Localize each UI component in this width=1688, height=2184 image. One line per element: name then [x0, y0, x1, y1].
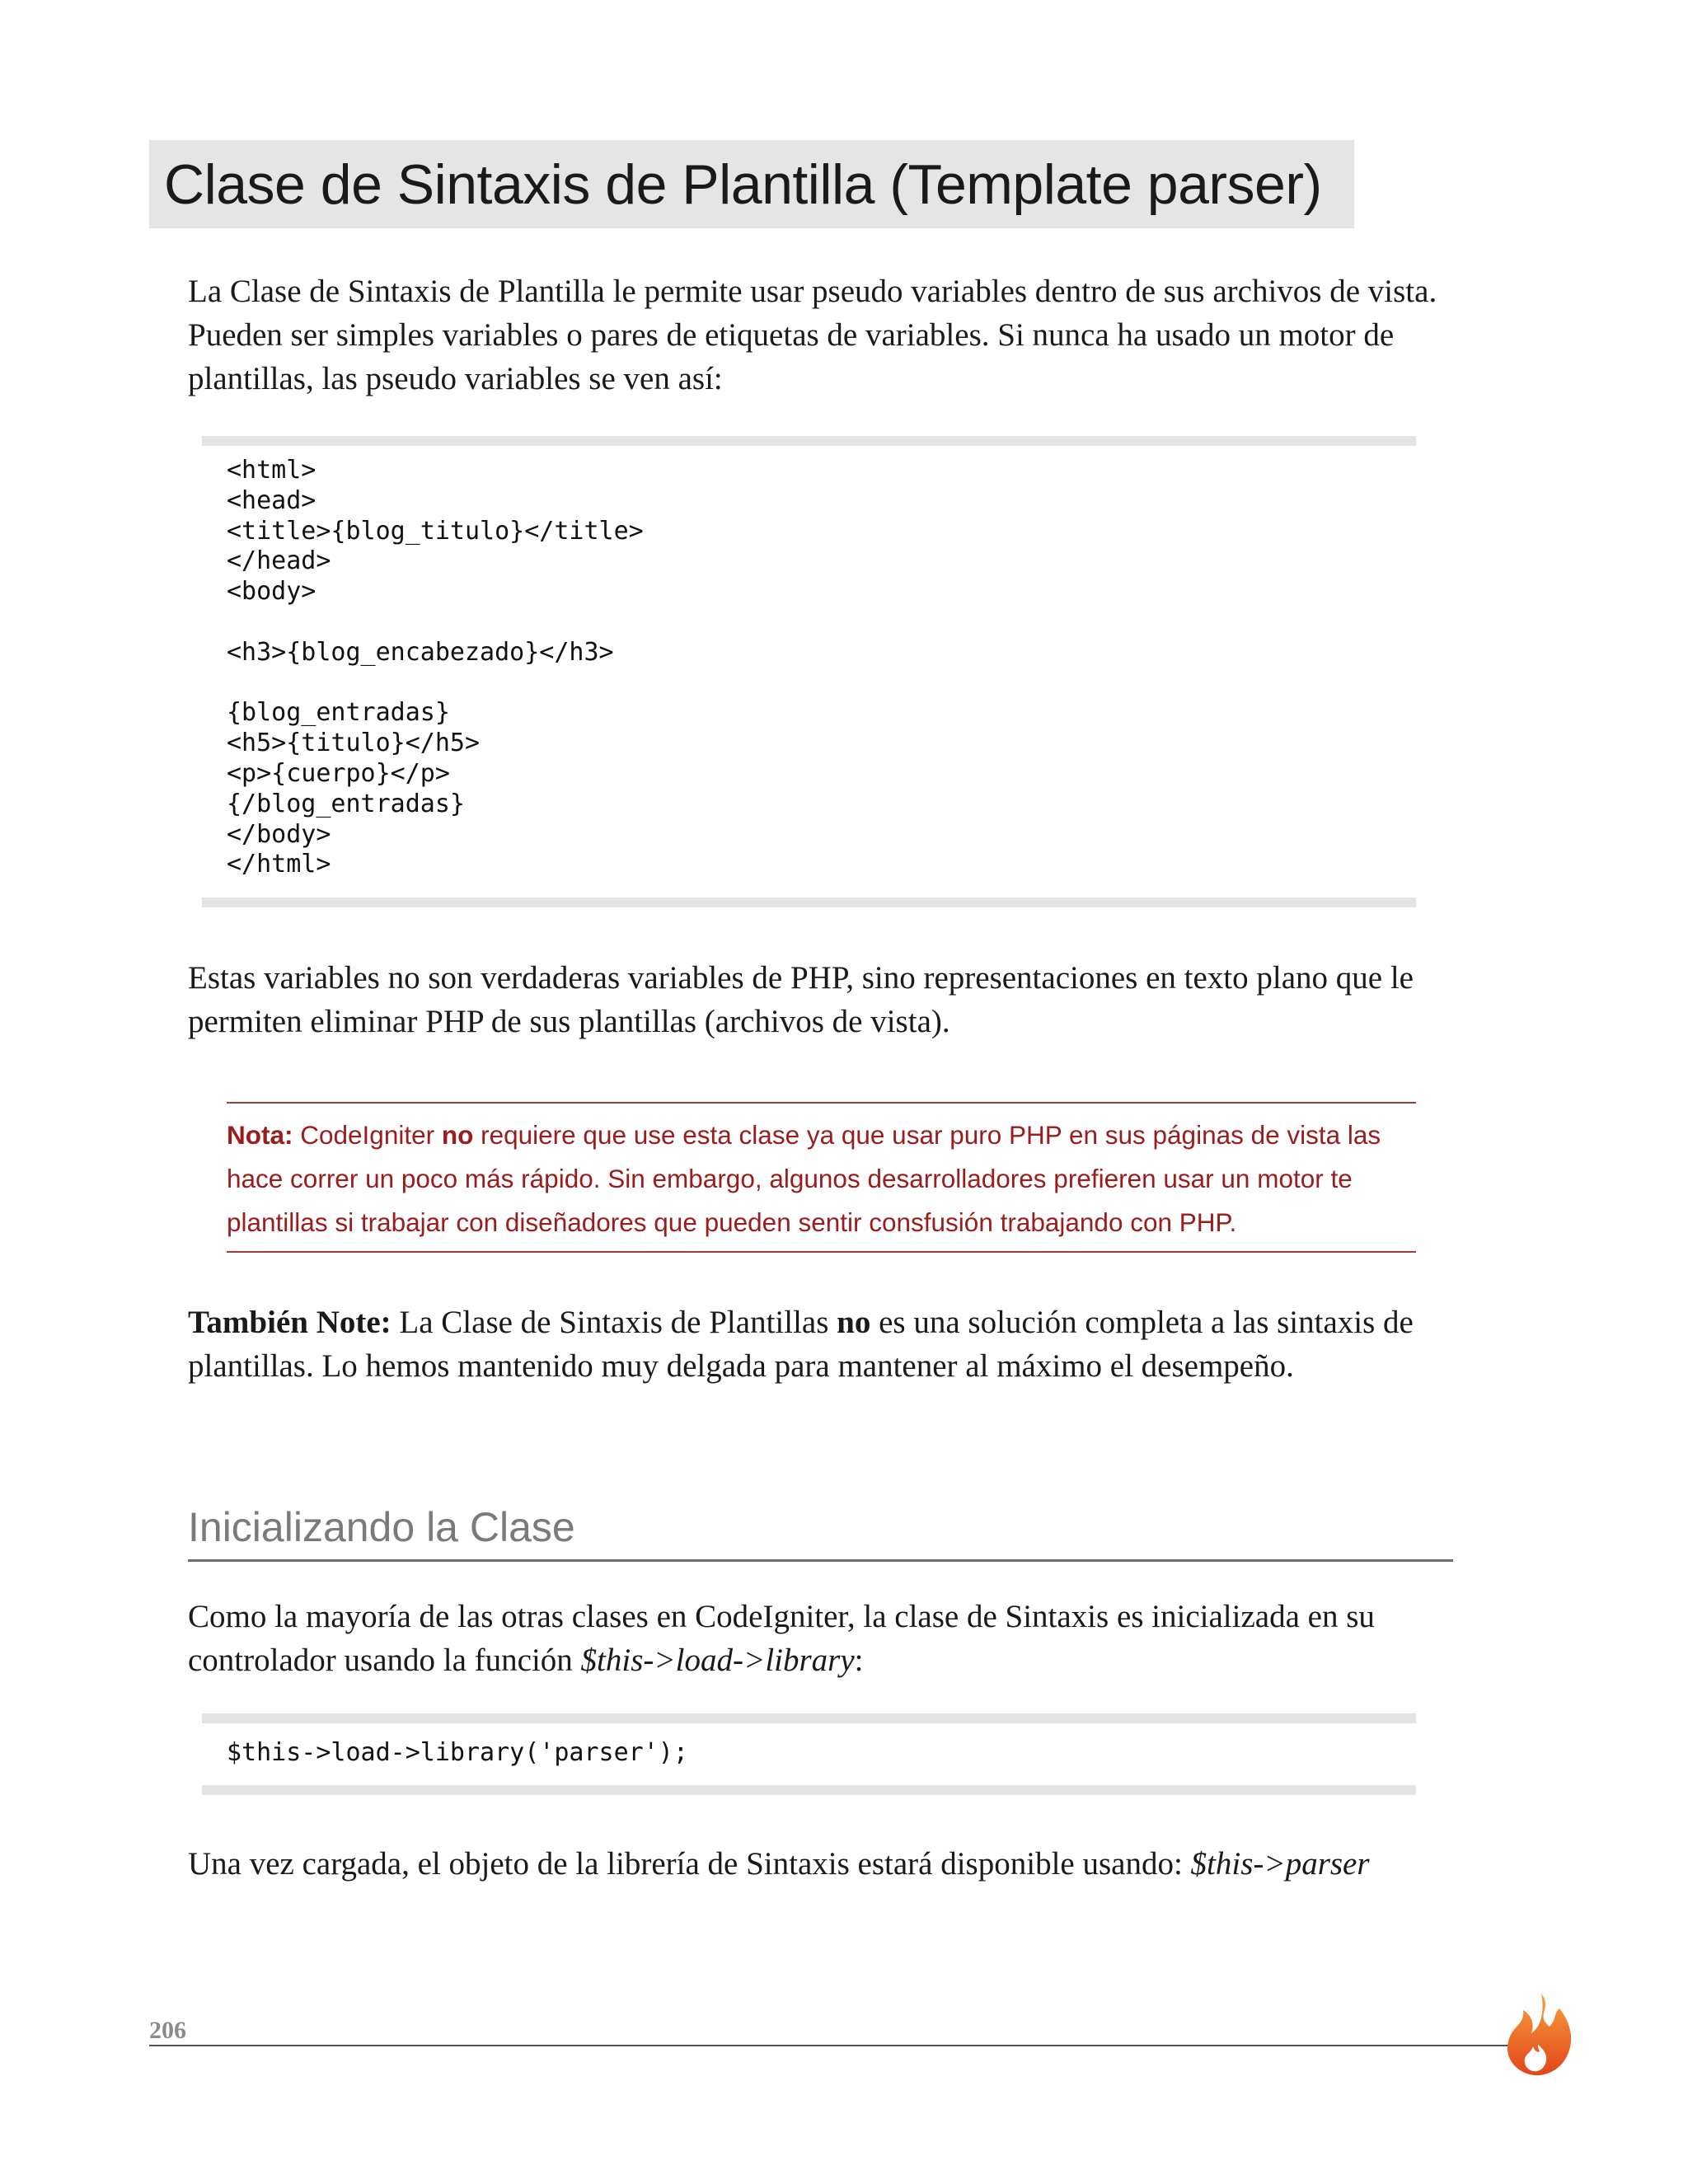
template-code-block: [202, 436, 1416, 907]
section-heading-box: [188, 1496, 1453, 1562]
also-note-emphasis: no: [837, 1305, 871, 1340]
codeigniter-flame-icon: [1502, 1990, 1576, 2081]
loaded-paragraph: [188, 1842, 1416, 1886]
footer-rule: [149, 2045, 1513, 2046]
page-title: Clase de Sintaxis de Plantilla (Template parser): [164, 152, 1322, 216]
note-text-after: requiere que use esta clase ya que usar puro PHP en sus páginas de vista las hace correr un poco más rápido. Sin embargo, algunos desarrolladores prefieren usar un motor te plantillas si trabajar con diseñadores que pueden sentir consfusión trabajando con PHP.: [227, 1120, 1381, 1237]
note-text: [227, 1104, 1416, 1244]
load-code-block: [202, 1713, 1416, 1795]
also-note-text-before: La Clase de Sintaxis de Plantillas: [391, 1305, 837, 1340]
section-heading: Inicializando la Clase: [188, 1504, 575, 1550]
load-code: $this->load->library('parser');: [227, 1738, 688, 1767]
template-code: <html> <head> <title>{blog_titulo}</title> </head> <body> <h3>{blog_encabezado}</h3> {blog_entradas} <h5>{titulo}</h5> <p>{cuerpo}</p> {/blog_entradas} </body> </html>: [227, 456, 644, 879]
init-text-after: :: [854, 1643, 864, 1678]
also-note-text-after: es una solución completa a las sintaxis de plantillas. Lo hemos mantenido muy delgada para mantener al máximo el desempeño.: [188, 1305, 1414, 1384]
variables-paragraph: Estas variables no son verdaderas variables de PHP, sino representaciones en texto plano que le permiten eliminar PHP de sus plantillas (archivos de vista).: [188, 960, 1414, 1039]
intro-paragraph: La Clase de Sintaxis de Plantilla le permite usar pseudo variables dentro de sus archivos de vista. Pueden ser simples variables o pares de etiquetas de variables. Si nunca ha usado un motor de plantillas, las pseudo variables se ven así:: [188, 274, 1437, 396]
also-note-label: También Note:: [188, 1305, 392, 1340]
also-note-paragraph: [188, 1301, 1449, 1388]
note-box: [227, 1102, 1416, 1253]
init-paragraph: [188, 1595, 1449, 1682]
note-label: Nota:: [227, 1120, 293, 1150]
page-number: 206: [149, 2017, 186, 2044]
loaded-code-italic: $this->parser: [1190, 1846, 1370, 1882]
init-code-italic: $this->load->library: [580, 1643, 855, 1678]
loaded-text-before: Una vez cargada, el objeto de la librería de Sintaxis estará disponible usando:: [188, 1846, 1191, 1882]
init-text-before: Como la mayoría de las otras clases en CodeIgniter, la clase de Sintaxis es inicializada en su controlador usando la función: [188, 1599, 1375, 1678]
note-emphasis: no: [441, 1120, 474, 1150]
note-text-before: CodeIgniter: [293, 1120, 442, 1150]
title-banner: [149, 140, 1354, 228]
